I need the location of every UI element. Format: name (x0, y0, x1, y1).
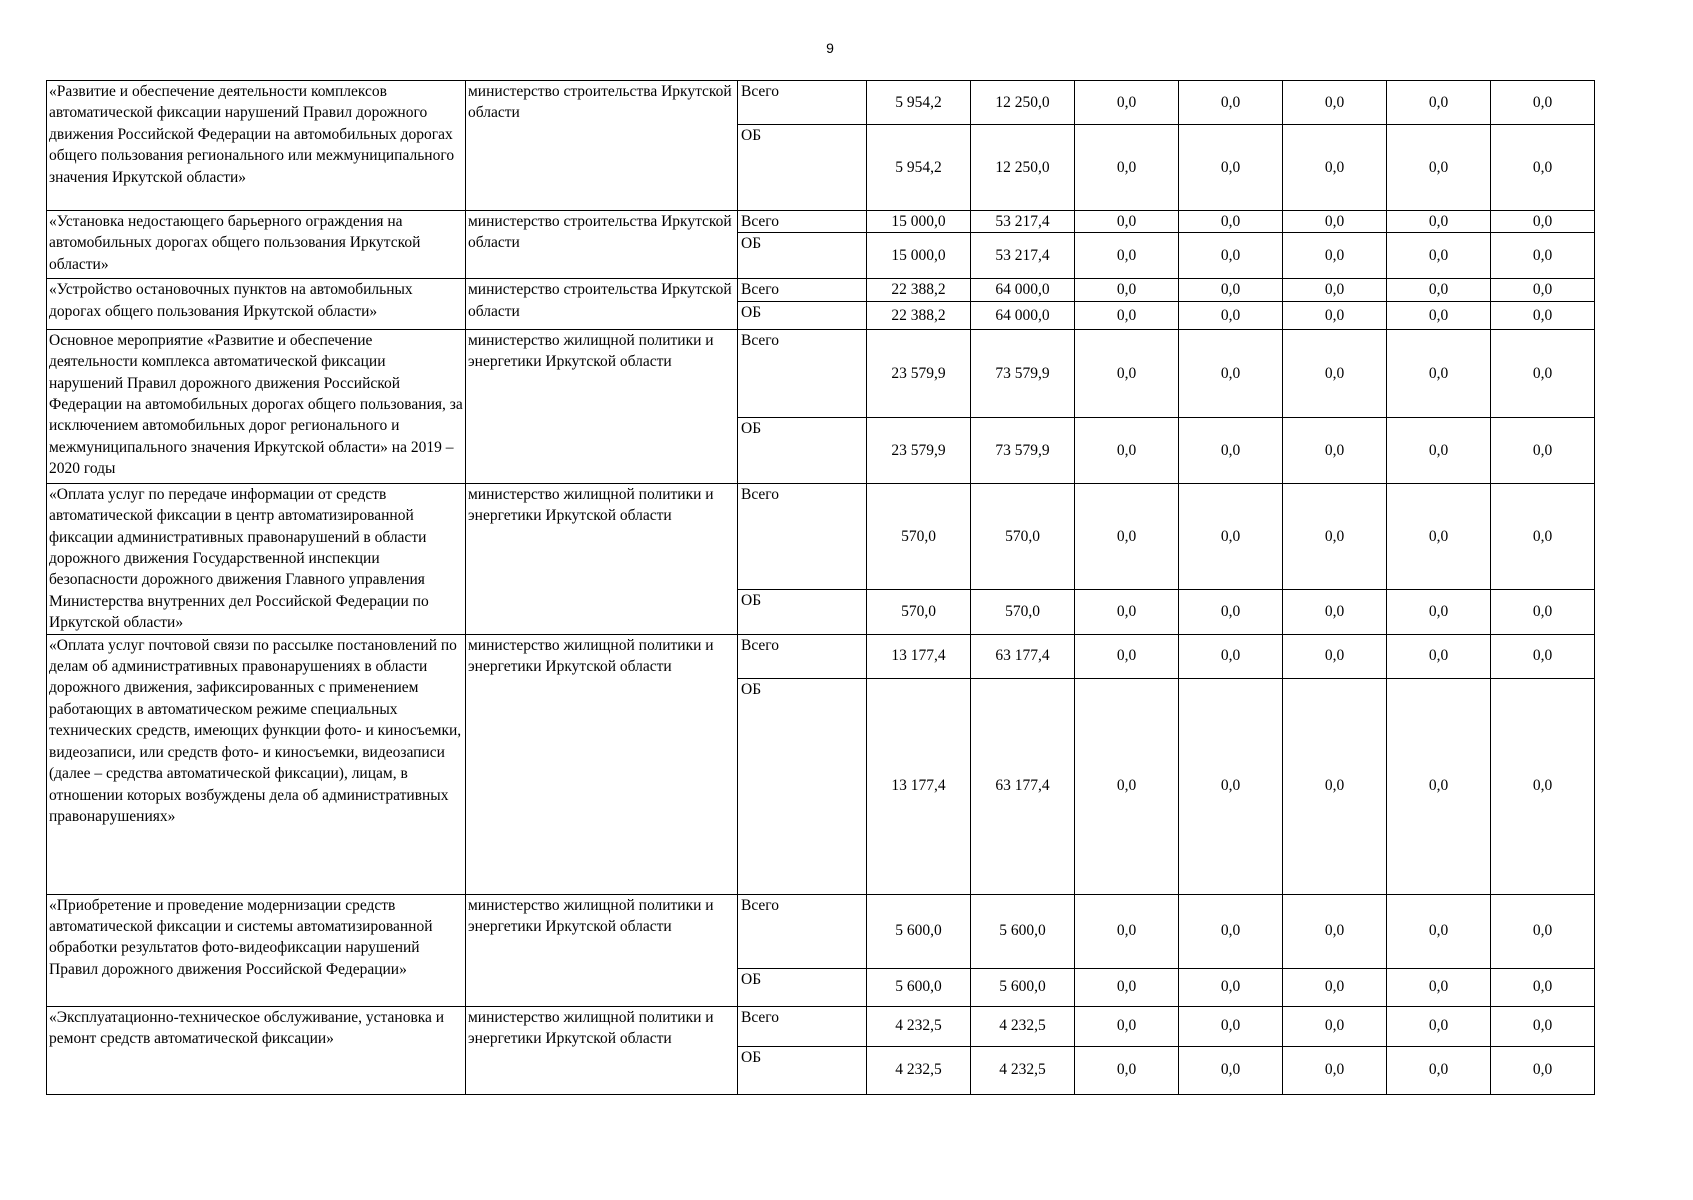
amount-cell: 15 000,0 (867, 233, 971, 279)
amount-cell: 0,0 (1491, 233, 1595, 279)
table-row (47, 894, 1595, 968)
amount-cell: 0,0 (1075, 968, 1179, 1006)
amount-cell: 0,0 (1179, 417, 1283, 483)
activity-name: «Эксплуатационно-техническое обслуживание, установка и ремонт средств автоматической фиксации» (47, 1006, 466, 1094)
funding-source-ob: ОБ (738, 1046, 867, 1094)
amount-cell: 0,0 (1179, 1046, 1283, 1094)
amount-cell: 0,0 (1179, 233, 1283, 279)
amount-cell: 0,0 (1283, 279, 1387, 301)
activity-name: «Оплата услуг по передаче информации от средств автоматической фиксации в центр автоматизированной фиксации административных правонарушений в области дорожного движения Государственной инспекции безопасности дорожного движения Главного управления Министерства внутренних дел Российской Федерации по Иркутской области» (47, 483, 466, 634)
table-row (47, 483, 1595, 589)
funding-source-ob: ОБ (738, 301, 867, 329)
amount-cell: 0,0 (1075, 301, 1179, 329)
amount-cell: 22 388,2 (867, 279, 971, 301)
amount-cell: 0,0 (1387, 301, 1491, 329)
page-number: 9 (826, 40, 834, 56)
funding-source-total: Всего (738, 329, 867, 417)
funding-source-total: Всего (738, 211, 867, 233)
amount-cell: 23 579,9 (867, 329, 971, 417)
amount-cell: 63 177,4 (971, 678, 1075, 894)
table-row (47, 1006, 1595, 1046)
amount-cell: 0,0 (1075, 211, 1179, 233)
amount-cell: 0,0 (1179, 279, 1283, 301)
amount-cell: 4 232,5 (971, 1046, 1075, 1094)
amount-cell: 5 600,0 (867, 894, 971, 968)
amount-cell: 0,0 (1491, 329, 1595, 417)
amount-cell: 0,0 (1387, 589, 1491, 634)
amount-cell: 0,0 (1283, 125, 1387, 211)
amount-cell: 0,0 (1075, 1046, 1179, 1094)
table-row (47, 211, 1595, 233)
budget-table (46, 80, 1595, 1095)
amount-cell: 0,0 (1491, 483, 1595, 589)
amount-cell: 0,0 (1179, 125, 1283, 211)
responsible-executor: министерство строительства Иркутской области (466, 81, 738, 211)
funding-source-ob: ОБ (738, 589, 867, 634)
activity-name: «Устройство остановочных пунктов на автомобильных дорогах общего пользования Иркутской области» (47, 279, 466, 329)
responsible-executor: министерство жилищной политики и энергетики Иркутской области (466, 634, 738, 894)
amount-cell: 0,0 (1179, 81, 1283, 125)
amount-cell: 570,0 (867, 483, 971, 589)
amount-cell: 0,0 (1283, 894, 1387, 968)
amount-cell: 4 232,5 (971, 1006, 1075, 1046)
amount-cell: 0,0 (1075, 483, 1179, 589)
amount-cell: 0,0 (1179, 968, 1283, 1006)
amount-cell: 5 954,2 (867, 81, 971, 125)
amount-cell: 0,0 (1387, 329, 1491, 417)
table-body (47, 81, 1595, 1095)
amount-cell: 0,0 (1387, 81, 1491, 125)
funding-source-total: Всего (738, 894, 867, 968)
responsible-executor: министерство жилищной политики и энергетики Иркутской области (466, 329, 738, 483)
responsible-executor: министерство строительства Иркутской области (466, 279, 738, 329)
amount-cell: 0,0 (1491, 301, 1595, 329)
amount-cell: 0,0 (1491, 678, 1595, 894)
activity-name: «Оплата услуг почтовой связи по рассылке постановлений по делам об административных правонарушениях в области дорожного движения, зафиксированных с применением работающих в автоматическом режиме специальных технических средств, имеющих функции фото- и киносъемки, видеозаписи, или средств фото- и киносъемки, видеозаписи (далее – средства автоматической фиксации), лицам, в отношении которых возбуждены дела об административных правонарушениях» (47, 634, 466, 894)
amount-cell: 0,0 (1387, 125, 1491, 211)
amount-cell: 73 579,9 (971, 417, 1075, 483)
funding-source-total: Всего (738, 483, 867, 589)
amount-cell: 0,0 (1491, 125, 1595, 211)
amount-cell: 64 000,0 (971, 279, 1075, 301)
funding-source-ob: ОБ (738, 968, 867, 1006)
amount-cell: 570,0 (971, 589, 1075, 634)
table-row (47, 634, 1595, 678)
amount-cell: 0,0 (1179, 301, 1283, 329)
amount-cell: 23 579,9 (867, 417, 971, 483)
amount-cell: 0,0 (1387, 1046, 1491, 1094)
amount-cell: 0,0 (1283, 1006, 1387, 1046)
amount-cell: 0,0 (1283, 678, 1387, 894)
amount-cell: 0,0 (1179, 678, 1283, 894)
responsible-executor: министерство жилищной политики и энергетики Иркутской области (466, 894, 738, 1006)
amount-cell: 53 217,4 (971, 233, 1075, 279)
amount-cell: 0,0 (1179, 894, 1283, 968)
amount-cell: 0,0 (1283, 483, 1387, 589)
amount-cell: 0,0 (1283, 301, 1387, 329)
amount-cell: 0,0 (1075, 634, 1179, 678)
amount-cell: 0,0 (1387, 894, 1491, 968)
amount-cell: 0,0 (1283, 417, 1387, 483)
amount-cell: 0,0 (1387, 1006, 1491, 1046)
amount-cell: 4 232,5 (867, 1046, 971, 1094)
amount-cell: 0,0 (1283, 634, 1387, 678)
amount-cell: 570,0 (971, 483, 1075, 589)
amount-cell: 0,0 (1075, 279, 1179, 301)
amount-cell: 4 232,5 (867, 1006, 971, 1046)
responsible-executor: министерство жилищной политики и энергетики Иркутской области (466, 483, 738, 634)
amount-cell: 0,0 (1491, 634, 1595, 678)
amount-cell: 0,0 (1387, 279, 1491, 301)
amount-cell: 0,0 (1491, 81, 1595, 125)
amount-cell: 12 250,0 (971, 81, 1075, 125)
funding-source-ob: ОБ (738, 125, 867, 211)
amount-cell: 0,0 (1387, 211, 1491, 233)
amount-cell: 0,0 (1491, 211, 1595, 233)
amount-cell: 0,0 (1491, 968, 1595, 1006)
amount-cell: 0,0 (1283, 233, 1387, 279)
amount-cell: 63 177,4 (971, 634, 1075, 678)
amount-cell: 0,0 (1283, 968, 1387, 1006)
amount-cell: 5 600,0 (867, 968, 971, 1006)
funding-source-total: Всего (738, 1006, 867, 1046)
amount-cell: 0,0 (1283, 589, 1387, 634)
amount-cell: 0,0 (1179, 329, 1283, 417)
amount-cell: 0,0 (1075, 589, 1179, 634)
activity-name: Основное мероприятие «Развитие и обеспечение деятельности комплекса автоматической фиксации нарушений Правил дорожного движения Российской Федерации на автомобильных дорогах общего пользования, за исключением автомобильных дорог регионального и межмуниципального значения Иркутской области» на 2019 – 2020 годы (47, 329, 466, 483)
amount-cell: 64 000,0 (971, 301, 1075, 329)
amount-cell: 0,0 (1075, 894, 1179, 968)
activity-name: «Установка недостающего барьерного ограждения на автомобильных дорогах общего пользования Иркутской области» (47, 211, 466, 279)
funding-source-ob: ОБ (738, 233, 867, 279)
amount-cell: 0,0 (1491, 894, 1595, 968)
funding-source-ob: ОБ (738, 678, 867, 894)
amount-cell: 0,0 (1179, 211, 1283, 233)
amount-cell: 0,0 (1179, 1006, 1283, 1046)
table-row (47, 81, 1595, 125)
amount-cell: 0,0 (1387, 483, 1491, 589)
funding-source-total: Всего (738, 279, 867, 301)
amount-cell: 0,0 (1387, 678, 1491, 894)
amount-cell: 12 250,0 (971, 125, 1075, 211)
amount-cell: 0,0 (1387, 968, 1491, 1006)
amount-cell: 0,0 (1283, 1046, 1387, 1094)
amount-cell: 0,0 (1075, 125, 1179, 211)
amount-cell: 0,0 (1075, 233, 1179, 279)
amount-cell: 0,0 (1491, 1046, 1595, 1094)
activity-name: «Приобретение и проведение модернизации средств автоматической фиксации и системы автоматизированной обработки результатов фото-видеофиксации нарушений Правил дорожного движения Российской Федерации» (47, 894, 466, 1006)
amount-cell: 15 000,0 (867, 211, 971, 233)
amount-cell: 0,0 (1491, 589, 1595, 634)
amount-cell: 53 217,4 (971, 211, 1075, 233)
amount-cell: 5 600,0 (971, 968, 1075, 1006)
funding-source-total: Всего (738, 634, 867, 678)
activity-name: «Развитие и обеспечение деятельности комплексов автоматической фиксации нарушений Правил дорожного движения Российской Федерации на автомобильных дорогах общего пользования регионального или межмуниципального значения Иркутской области» (47, 81, 466, 211)
amount-cell: 0,0 (1387, 233, 1491, 279)
responsible-executor: министерство строительства Иркутской области (466, 211, 738, 279)
amount-cell: 5 600,0 (971, 894, 1075, 968)
funding-source-total: Всего (738, 81, 867, 125)
table-row (47, 329, 1595, 417)
amount-cell: 0,0 (1491, 1006, 1595, 1046)
amount-cell: 570,0 (867, 589, 971, 634)
amount-cell: 0,0 (1283, 329, 1387, 417)
amount-cell: 0,0 (1075, 329, 1179, 417)
amount-cell: 13 177,4 (867, 634, 971, 678)
table-row (47, 279, 1595, 301)
amount-cell: 0,0 (1075, 417, 1179, 483)
amount-cell: 73 579,9 (971, 329, 1075, 417)
amount-cell: 0,0 (1491, 417, 1595, 483)
responsible-executor: министерство жилищной политики и энергетики Иркутской области (466, 1006, 738, 1094)
funding-source-ob: ОБ (738, 417, 867, 483)
amount-cell: 0,0 (1387, 634, 1491, 678)
amount-cell: 0,0 (1075, 678, 1179, 894)
amount-cell: 0,0 (1075, 1006, 1179, 1046)
amount-cell: 0,0 (1283, 81, 1387, 125)
amount-cell: 0,0 (1491, 279, 1595, 301)
amount-cell: 0,0 (1179, 589, 1283, 634)
amount-cell: 0,0 (1179, 634, 1283, 678)
amount-cell: 0,0 (1387, 417, 1491, 483)
amount-cell: 0,0 (1179, 483, 1283, 589)
amount-cell: 0,0 (1075, 81, 1179, 125)
amount-cell: 5 954,2 (867, 125, 971, 211)
amount-cell: 22 388,2 (867, 301, 971, 329)
amount-cell: 0,0 (1283, 211, 1387, 233)
amount-cell: 13 177,4 (867, 678, 971, 894)
